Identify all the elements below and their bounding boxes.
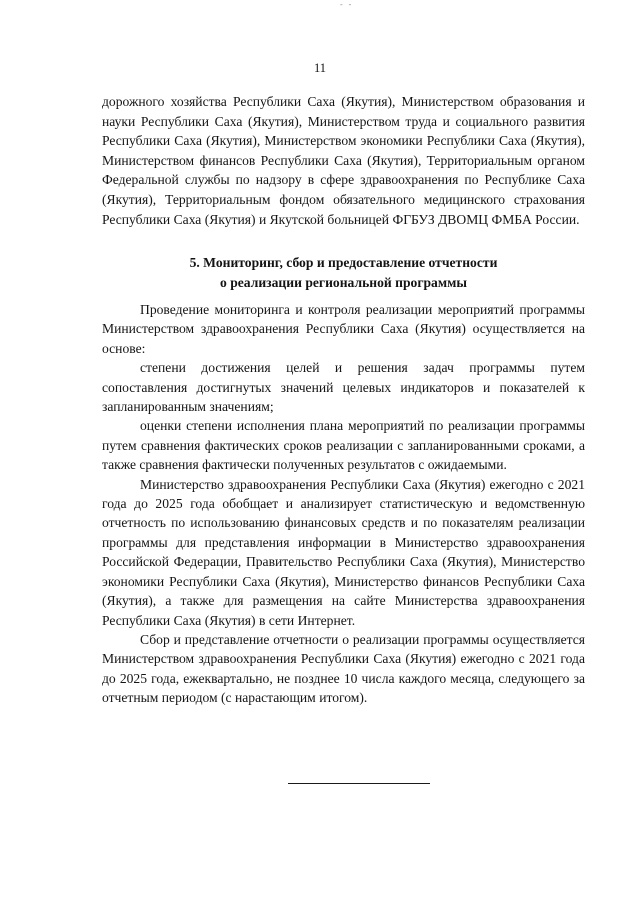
intro-block — [102, 92, 585, 229]
paragraph-goals-achievement: степени достижения целей и решения задач программы путем сопоставления достигнутых значений целевых индикаторов и показателей к запланированным значениям; — [102, 360, 585, 415]
paragraph-annual-analysis: Министерство здравоохранения Республики Саха (Якутия) ежегодно с 2021 года до 2025 года обобщает и анализирует статистическую и ведомственную отчетность по использованию финансовых средств и по показателям реализации программы для представления информации в Министерство здравоохранения Российской Федерации, Правительство Республики Саха (Якутия), Министерство экономики Республики Саха (Якутия), Министерство финансов Республики Саха (Якутия), а также для размещения на сайте Министерства здравоохранения Республики Саха (Якутия) в сети Интернет. — [102, 476, 585, 628]
scan-mark: - - — [340, 0, 354, 9]
page-number: 11 — [313, 61, 327, 75]
paragraph-reporting: Сбор и представление отчетности о реализации программы осуществляется Министерством здравоохранения Республики Саха (Якутия) ежегодно с 2021 года до 2025 года, ежеквартально, не позднее 10 числа каждого месяца, следующего за отчетным периодом (с нарастающим итогом). — [102, 631, 585, 706]
closing-rule — [288, 783, 430, 784]
section-heading — [102, 253, 585, 292]
paragraph-monitoring-basis: Проведение мониторинга и контроля реализации мероприятий программы Министерством здравоохранения Республики Саха (Якутия) осуществляется на основе: — [102, 302, 585, 356]
intro-paragraph: дорожного хозяйства Республики Саха (Якутия), Министерством образования и науки Республики Саха (Якутия), Министерством труда и социального развития Республики Саха (Якутия), Министерством экономики Республики Саха (Якутия), Министерством финансов Республики Саха (Якутия), Территориальным органом Федеральной службы по надзору в сфере здравоохранения по Республике Саха (Якутия), Территориальным фондом обязательного медицинского страхования Республики Саха (Якутия) и Якутской больницей ФГБУЗ ДВОМЦ ФМБА России. — [102, 94, 585, 227]
section-heading-line2: о реализации региональной программы — [220, 274, 467, 290]
section-heading-line1: 5. Мониторинг, сбор и предоставление отчетности — [189, 255, 498, 270]
paragraph-plan-execution: оценки степени исполнения плана мероприятий по реализации программы путем сравнения фактических сроков реализации с запланированными сроками, а также сравнения фактически полученных результатов с ожидаемыми. — [102, 418, 585, 473]
section-body — [102, 300, 585, 708]
